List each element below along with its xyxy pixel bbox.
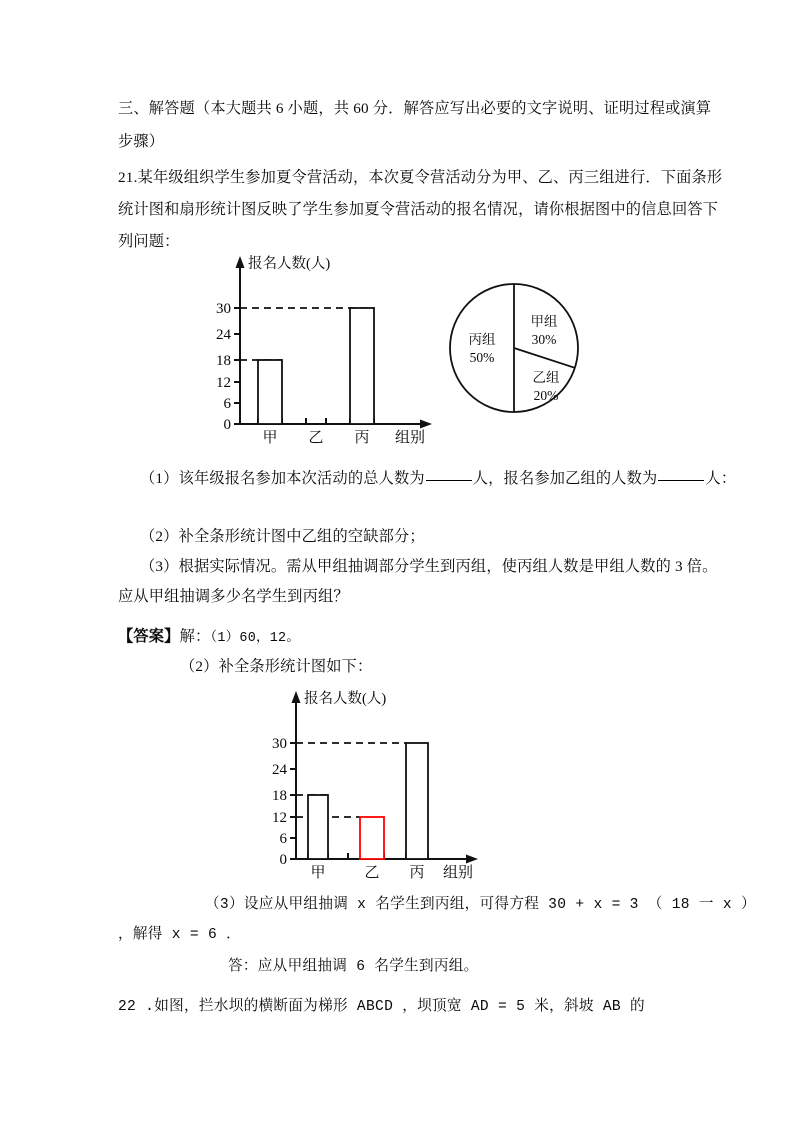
pie-value-bing: 50% — [469, 350, 495, 365]
section-heading-line1: 三、解答题（本大题共 6 小题，共 60 分．解答应写出必要的文字说明、证明过程或演算 — [118, 100, 712, 117]
q1-blank-yi[interactable] — [658, 480, 704, 481]
pie-label-bing: 丙组 — [468, 332, 496, 347]
bar-bing — [350, 308, 374, 424]
q1-text-a: （1）该年级报名参加本次活动的总人数为 — [140, 470, 425, 487]
answer-ytick-18: 18 — [272, 788, 287, 804]
q1-text-b: 人，报名参加乙组的人数为 — [472, 470, 658, 487]
answer-line-4: ，解得 x = 6 ． — [118, 927, 241, 943]
bar-chart-answer-ylabel: 报名人数(人) — [304, 691, 387, 707]
problem21-question-2: （2）补全条形统计图中乙组的空缺部分； — [140, 528, 425, 545]
answer-line-1 — [118, 622, 300, 654]
ytick-30: 30 — [216, 301, 231, 317]
ytick-24: 24 — [216, 327, 231, 343]
pie-value-jia: 30% — [531, 332, 557, 347]
answer-xcat-jia: 甲 — [310, 865, 326, 881]
pie-label-yi: 乙组 — [532, 370, 560, 385]
answer-xcat-yi: 乙 — [364, 865, 380, 881]
problem22-stem-line1: 22 .如图，拦水坝的横断面为梯形 ABCD ，坝顶宽 AD = 5 米，斜坡 AB 的 — [118, 999, 645, 1015]
pie-chart-question — [448, 282, 598, 418]
answer-label: 【答案】 — [118, 628, 180, 645]
ytick-12: 12 — [216, 375, 231, 391]
q1-text-c: 人： — [705, 470, 737, 487]
answer-final: 答：应从甲组抽调 6 名学生到丙组。 — [228, 959, 479, 975]
answer-bar-yi — [360, 817, 384, 859]
problem21-question-1 — [140, 464, 736, 494]
xcat-jia: 甲 — [262, 430, 278, 446]
answer-line-3 — [205, 890, 756, 920]
xcat-yi: 乙 — [308, 430, 324, 446]
bar-chart-question — [216, 252, 446, 446]
answer-a3-line1: （3）设应从甲组抽调 x 名学生到丙组，可得方程 30 + x = 3 （ 18 一 x ） — [205, 897, 756, 913]
answer-line-2: （2）补全条形统计图如下： — [180, 658, 373, 675]
answer-xcat-bing: 丙 — [409, 865, 425, 881]
xcat-bing: 丙 — [354, 430, 370, 446]
answer-ytick-12: 12 — [272, 810, 287, 826]
pie-value-yi: 20% — [533, 388, 559, 403]
problem21-stem-line3: 列问题： — [118, 233, 180, 250]
problem21-stem-line2: 统计图和扇形统计图反映了学生参加夏令营活动的报名情况，请你根据图中的信息回答下 — [118, 201, 719, 218]
pie-label-jia: 甲组 — [530, 314, 558, 329]
problem21-question-3-line2: 应从甲组抽调多少名学生到丙组？ — [118, 588, 349, 605]
answer-bar-jia — [308, 795, 328, 859]
section-heading-line2: 步骤） — [118, 133, 165, 150]
bar-chart-question-xlabel: 组别 — [394, 430, 426, 446]
bar-chart-answer-xlabel: 组别 — [442, 865, 474, 881]
answer-ytick-24: 24 — [272, 762, 287, 778]
q1-blank-total[interactable] — [426, 480, 472, 481]
bar-chart-question-ylabel: 报名人数(人) — [248, 256, 331, 272]
problem21-stem-line1: 21.某年级组织学生参加夏令营活动，本次夏令营活动分为甲、乙、丙三组进行．下面条形 — [118, 169, 723, 186]
answer-a1: （1）60，12。 — [210, 631, 301, 646]
bar-jia — [258, 360, 282, 424]
ytick-18: 18 — [216, 353, 231, 369]
bar-chart-answer — [272, 687, 502, 881]
ytick-6: 6 — [223, 396, 231, 412]
answer-prefix: 解： — [179, 628, 211, 645]
problem21-question-3-line1: （3）根据实际情况。需从甲组抽调部分学生到丙组，使丙组人数是甲组人数的 3 倍。 — [140, 558, 718, 575]
answer-bar-bing — [406, 743, 428, 859]
answer-ytick-30: 30 — [272, 736, 287, 752]
answer-ytick-6: 6 — [279, 831, 287, 847]
ytick-0: 0 — [223, 417, 231, 433]
answer-ytick-0: 0 — [279, 852, 287, 868]
